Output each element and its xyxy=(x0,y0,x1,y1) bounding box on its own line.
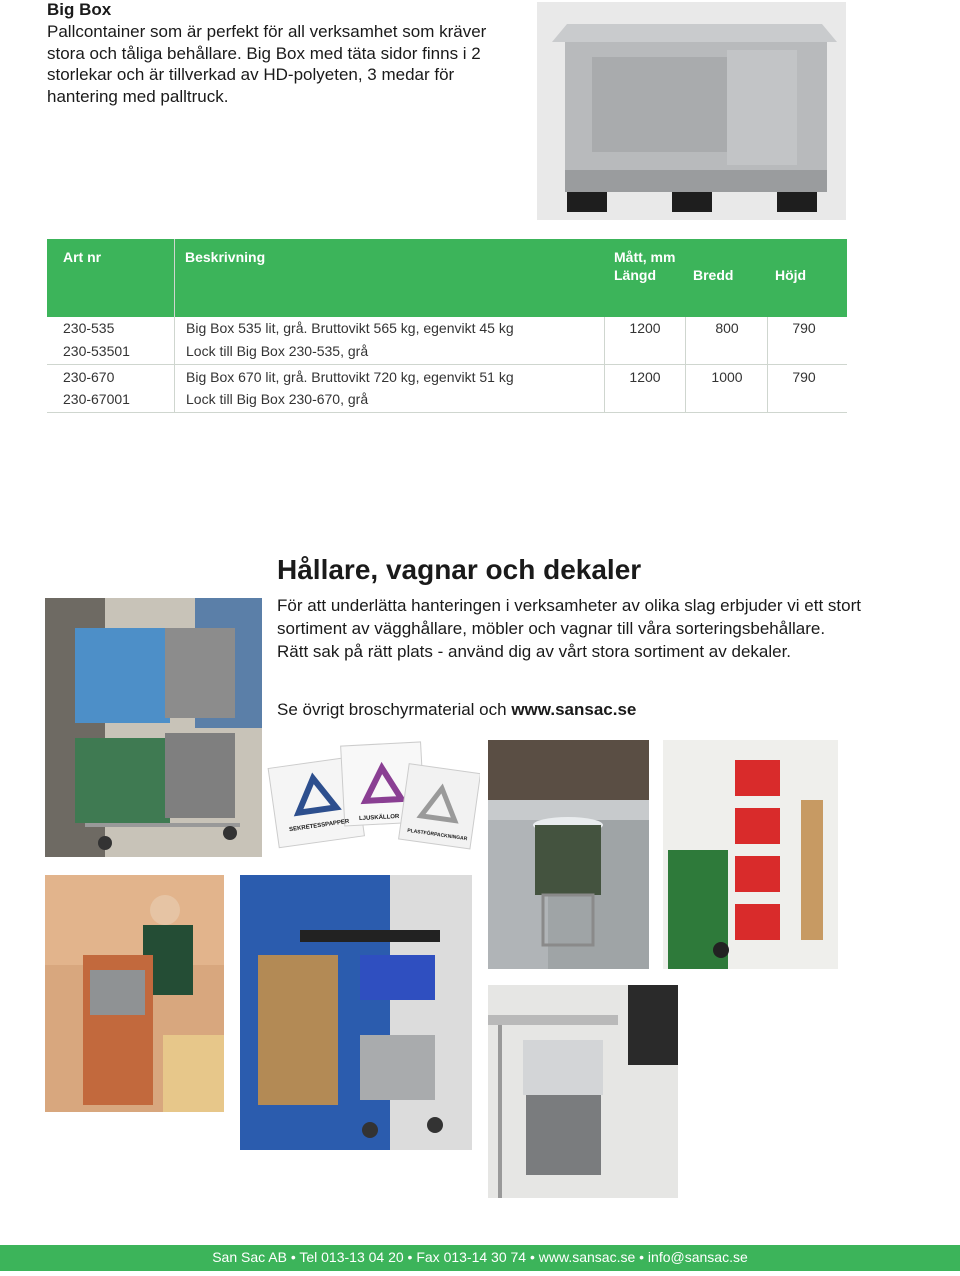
column-divider xyxy=(685,317,686,413)
cell-langd: 1200 xyxy=(629,320,661,336)
cell-art-nr: 230-67001 xyxy=(63,391,130,407)
cell-langd: 1200 xyxy=(629,369,661,385)
header-matt: Mått, mm xyxy=(614,249,676,265)
brochure-reference xyxy=(277,699,636,721)
row-divider xyxy=(47,364,847,365)
cell-bredd: 800 xyxy=(715,320,739,336)
cleaning-cart-photo xyxy=(240,875,472,1150)
footer-contact-text: San Sac AB • Tel 013-13 04 20 • Fax 013-14 30 74 • www.sansac.se • info@sansac.se xyxy=(212,1249,748,1265)
cell-hojd: 790 xyxy=(792,369,816,385)
recycling-stickers-photo xyxy=(267,740,480,860)
header-hojd: Höjd xyxy=(775,267,807,283)
cell-hojd: 790 xyxy=(792,320,816,336)
section-title: Hållare, vagnar och dekaler xyxy=(277,554,642,585)
office-cabinet-photo xyxy=(45,875,224,1112)
cell-art-nr: 230-53501 xyxy=(63,343,130,359)
sticker-label: PLASTFÖRPACKNINGAR xyxy=(406,827,468,843)
sticker-label: LJUSKÄLLOR xyxy=(358,813,400,823)
header-langd: Längd xyxy=(614,267,656,283)
cell-art-nr: 230-670 xyxy=(63,369,115,385)
section-body xyxy=(277,594,877,663)
cell-description: Lock till Big Box 230-670, grå xyxy=(186,391,369,407)
header-beskrivning: Beskrivning xyxy=(185,249,266,265)
cell-description: Lock till Big Box 230-535, grå xyxy=(186,343,369,359)
intro-description: Pallcontainer som är perfekt för all verksamhet som kräver stora och tåliga behållare. Big Box med täta sidor finns i 2 storlekar och är tillverkad av HD-polyeten, 3 medar för hantering med palltruck. xyxy=(47,22,487,106)
section-paragraph: Rätt sak på rätt plats - använd dig av vårt stora sortiment av dekaler. xyxy=(277,642,792,661)
cell-bredd: 1000 xyxy=(711,369,743,385)
cell-description: Big Box 535 lit, grå. Bruttovikt 565 kg, egenvikt 45 kg xyxy=(186,320,514,336)
header-bredd: Bredd xyxy=(693,267,734,283)
footer-bar xyxy=(0,1245,960,1271)
intro-title: Big Box xyxy=(47,0,112,19)
header-art-nr: Art nr xyxy=(63,249,102,265)
website-link[interactable]: www.sansac.se xyxy=(511,700,637,719)
kitchen-bin-photo xyxy=(488,740,649,969)
sticker-label: SEKRETESSPAPPER xyxy=(288,818,350,834)
row-divider xyxy=(47,412,847,413)
brochure-text: Se övrigt broschyrmaterial och xyxy=(277,700,512,719)
wall-bins-photo xyxy=(663,740,838,969)
cell-art-nr: 230-535 xyxy=(63,320,115,336)
column-divider xyxy=(174,239,175,413)
big-box-photo xyxy=(537,2,846,220)
bin-trolley-photo xyxy=(45,598,262,857)
section-paragraph: För att underlätta hanteringen i verksamheter av olika slag erbjuder vi ett stort sortiment av vägghållare, möbler och vagnar till våra sorteringsbehållare. xyxy=(277,596,861,638)
pedal-bin-photo xyxy=(488,985,678,1198)
cell-description: Big Box 670 lit, grå. Bruttovikt 720 kg, egenvikt 51 kg xyxy=(186,369,514,385)
